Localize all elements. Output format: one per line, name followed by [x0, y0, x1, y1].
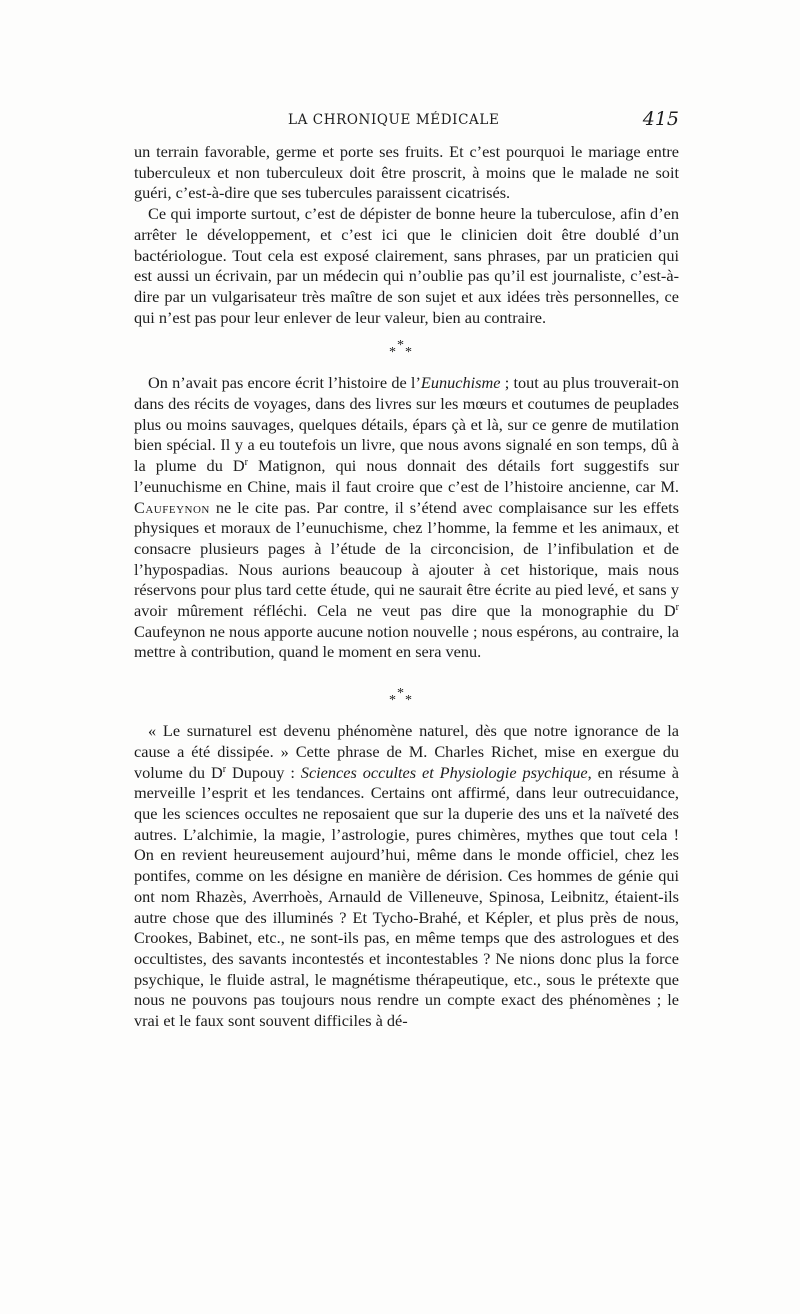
text-run: ; tout au plus trouverait-on dans des récits de voyages, dans des livres sur les mœurs et coutumes de peuplades plus ou moins sauvages, quelques détails, épars çà et là, sur ce genre de mutilation bien spécial. Il y a eu toutefois un livre, que nous avons signalé en son temps, dû à la plume du D [134, 373, 679, 476]
doctor-superscript: r [675, 602, 679, 614]
spacer [134, 663, 679, 676]
text-run: Caufeynon ne nous apporte aucune notion nouvelle ; nous espérons, au contraire, la mettre à contribution, quand le moment en sera venu. [134, 621, 679, 662]
section-asterism [134, 328, 679, 373]
doctor-superscript: r [244, 457, 248, 469]
doctor-superscript: r [222, 763, 227, 775]
text-run: On n’avait pas encore écrit l’histoire de l’ [148, 373, 421, 393]
paragraph-tuberculosis-marriage [134, 142, 679, 204]
asterism-star-icon: * [405, 345, 412, 361]
body-text [134, 142, 679, 1032]
asterism-star-icon: * [405, 693, 412, 709]
text-run: , en résume à merveille l’esprit et les tendances. Certains ont affirmé, dans leur outrecuidance, que les sciences occultes ne reposaient que sur la duperie des uns et la naïveté des autres. L’alchimie, la magie, l’astrologie, pures chimères, mythes que tout cela ! On en revient heureusement aujourd’hui, même dans le monde officiel, chez les pontifes, comme on les désigne en manière de dérision. Ces hommes de génie qui ont nom Rhazès, Averrhoès, Arnauld de Villeneuve, Spinosa, Leibnitz, étaient-ils autre chose que des illuminés ? Et Tycho-Brahé, et Képler, et plus près de nous, Crookes, Babinet, etc., ne sont-ils pas, en même temps que des astrologues et des occultistes, des savants incontestés et incontestables ? Ne nions donc plus la force psychique, le fluide astral, le magnétisme thérapeutique, etc., sous le prétexte que nous ne pouvons pas toujours nous rendre un compte exact des phénomènes ; le vrai et le faux sont souvent difficiles à dé- [134, 762, 680, 1031]
section-asterism [134, 676, 679, 721]
text-run: « Le surnaturel est devenu phénomène naturel, dès que notre ignorance de la cause a été dissipée. » Cette phrase de M. Charles Richet, mise en exergue du volume du D [134, 721, 679, 782]
paragraph-text: un terrain favorable, germe et porte ses fruits. Et c’est pourquoi le mariage entre tuberculeux et non tuberculeux doit être proscrit, à moins que le malade ne soit guéri, c’est-à-dire que ses tubercules paraissent cicatrisés. [134, 142, 679, 203]
text-run: ne le cite pas. Par contre, il s’étend avec complaisance sur les effets physiques et moraux de l’eunuchisme, chez l’homme, la femme et les animaux, et consacre plusieurs pages à l’étude de la circoncision, de l’infibulation et de l’hypospadias. Nous aurions beaucoup à ajouter à cet historique, mais nous réservons pour plus tard cette étude, qui ne saurait être écrite au pied levé, et sans y avoir mûrement réfléchi. Cela ne veut pas dire que la monographie du D [134, 497, 679, 621]
paragraph-eunuchisme [134, 373, 679, 663]
paragraph-sciences-occultes [134, 721, 679, 1032]
paragraph-text: Ce qui importe surtout, c’est de dépister de bonne heure la tuberculose, afin d’en arrêter le développement, et c’est ici que le clinicien doit être doublé d’un bactériologue. Tout cela est exposé clairement, sans phrases, par un praticien qui est aussi un écrivain, par un médecin qui n’oublie pas qu’il est journaliste, c’est-à-dire par un vulgarisateur très maître de son sujet et aux idées très personnelles, ce qui n’est pas pour leur enlever de leur valeur, bien au contraire. [134, 204, 679, 327]
asterism-star-icon: * [397, 338, 404, 354]
asterism-star-icon: * [389, 345, 396, 361]
text-run: Matignon, qui nous donnait des détails fort suggestifs sur l’eunuchisme en Chine, mais il faut croire que c’est de l’histoire ancienne, car M. [134, 456, 679, 496]
book-title-sciences-occultes: Sciences occultes et Physiologie psychique [300, 762, 588, 782]
author-name: Caufeynon [134, 497, 210, 517]
text-run: Dupouy : [226, 762, 301, 782]
book-title-eunuchisme: Eunuchisme [420, 373, 501, 393]
asterism-star-icon: * [397, 686, 404, 702]
running-head [134, 108, 679, 132]
paragraph-bacteriologist [134, 204, 679, 328]
asterism-star-icon: * [389, 693, 396, 709]
page-number: 415 [642, 108, 679, 130]
running-title: LA CHRONIQUE MÉDICALE [288, 112, 500, 128]
